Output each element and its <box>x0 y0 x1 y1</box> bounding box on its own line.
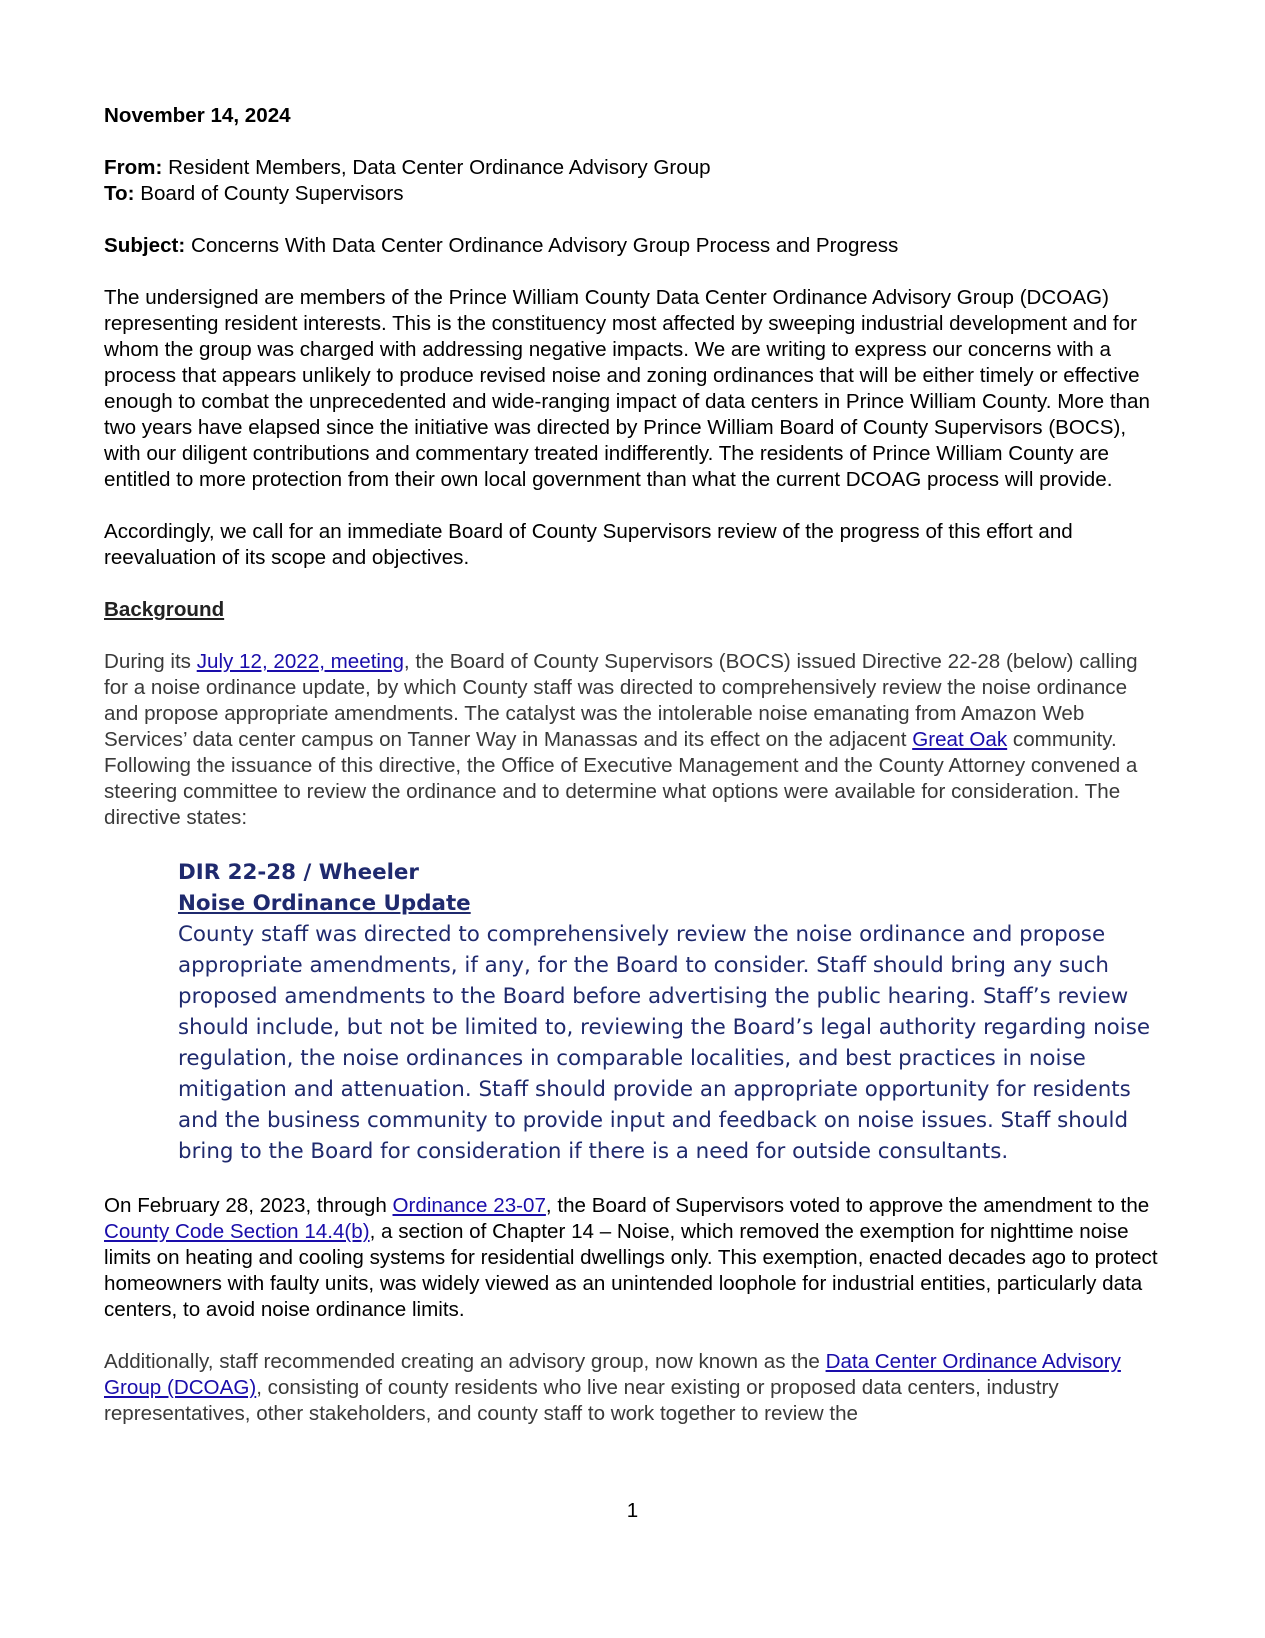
background-text-3: community. Following the issuance of this directive, the Office of Executive Management and the County Attorney convened a steering committee to review the ordinance and to determine what options were available for consideration. The directive states: <box>104 728 1138 829</box>
background-text-1: During its <box>104 650 197 673</box>
background-heading: Background <box>104 598 225 621</box>
page-number: 1 <box>626 1499 639 1522</box>
meeting-link[interactable]: July 12, 2022, meeting <box>196 650 404 673</box>
from-value: Resident Members, Data Center Ordinance Advisory Group <box>162 156 711 179</box>
letter-page <box>104 103 1164 1427</box>
directive-body: County staff was directed to comprehensively review the noise ordinance and propose appropriate amendments, if any, for the Board to consider. Staff should bring any such proposed amendments to the Board before advertising the public hearing. Staff’s review should include, but not be limited to, reviewing the Board’s legal authority regarding noise regulation, the noise ordinances in comparable localities, and best practices in noise mitigation and attenuation. Staff should provide an appropriate opportunity for residents and the business community to provide input and feedback on noise issues. Staff should bring to the Board for consideration if there is a need for outside consultants. <box>178 922 1150 1164</box>
to-label: To: <box>104 182 135 205</box>
to-line <box>104 181 1164 207</box>
letter-date: November 14, 2024 <box>104 104 291 127</box>
to-value: Board of County Supervisors <box>134 182 404 205</box>
background-text-2: , the Board of County Supervisors (BOCS) issued Directive 22-28 (below) calling for a noise ordinance update, by which County staff was directed to comprehensively review the noise ordinance and propose appropriate amendments. The catalyst was the intolerable noise emanating from Amazon Web Services’ data center campus on Tanner Way in Manassas and its effect on the adjacent <box>104 650 1138 751</box>
advisory-group-paragraph <box>104 1349 1164 1427</box>
county-code-link[interactable]: County Code Section 14.4(b) <box>104 1220 370 1243</box>
subject-line <box>104 233 1164 259</box>
from-line <box>104 155 1164 181</box>
ordinance-text-1: On February 28, 2023, through <box>104 1194 393 1217</box>
intro-paragraph: The undersigned are members of the Prince William County Data Center Ordinance Advisory Group (DCOAG) representing resident interests. This is the constituency most affected by sweeping industrial development and for whom the group was charged with addressing negative impacts. We are writing to express our concerns with a process that appears unlikely to produce revised noise and zoning ordinances that will be either timely or effective enough to combat the unprecedented and wide-ranging impact of data centers in Prince William County. More than two years have elapsed since the initiative was directed by Prince William Board of County Supervisors (BOCS), with our diligent contributions and commentary treated indifferently. The residents of Prince William County are entitled to more protection from their own local government than what the current DCOAG process will provide. <box>104 286 1150 491</box>
ordinance-paragraph <box>104 1193 1164 1323</box>
ordinance-text-3: , a section of Chapter 14 – Noise, which removed the exemption for nighttime noise limits on heating and cooling systems for residential dwellings only. This exemption, enacted decades ago to protect homeowners with faulty units, was widely viewed as an unintended loophole for industrial entities, particularly data centers, to avoid noise ordinance limits. <box>104 1220 1158 1321</box>
subject-value: Concerns With Data Center Ordinance Advisory Group Process and Progress <box>185 234 899 257</box>
advisory-text-1: Additionally, staff recommended creating an advisory group, now known as the <box>104 1350 826 1373</box>
dcoag-link[interactable]: Data Center Ordinance Advisory Group (DCOAG) <box>104 1350 1121 1399</box>
subject-label: Subject: <box>104 234 186 257</box>
directive-subtitle: Noise Ordinance Update <box>178 891 471 916</box>
advisory-text-2: , consisting of county residents who live near existing or proposed data centers, industry representatives, other stakeholders, and county staff to work together to review the <box>104 1376 1059 1425</box>
great-oak-link[interactable]: Great Oak <box>912 728 1008 751</box>
call-to-action-paragraph: Accordingly, we call for an immediate Board of County Supervisors review of the progress of this effort and reevaluation of its scope and objectives. <box>104 520 1073 569</box>
directive-quote <box>178 857 1158 1167</box>
directive-title: DIR 22-28 / Wheeler <box>178 860 419 885</box>
ordinance-text-2: , the Board of Supervisors voted to approve the amendment to the <box>545 1194 1150 1217</box>
background-paragraph <box>104 649 1164 831</box>
from-label: From: <box>104 156 163 179</box>
ordinance-link[interactable]: Ordinance 23-07 <box>392 1194 546 1217</box>
